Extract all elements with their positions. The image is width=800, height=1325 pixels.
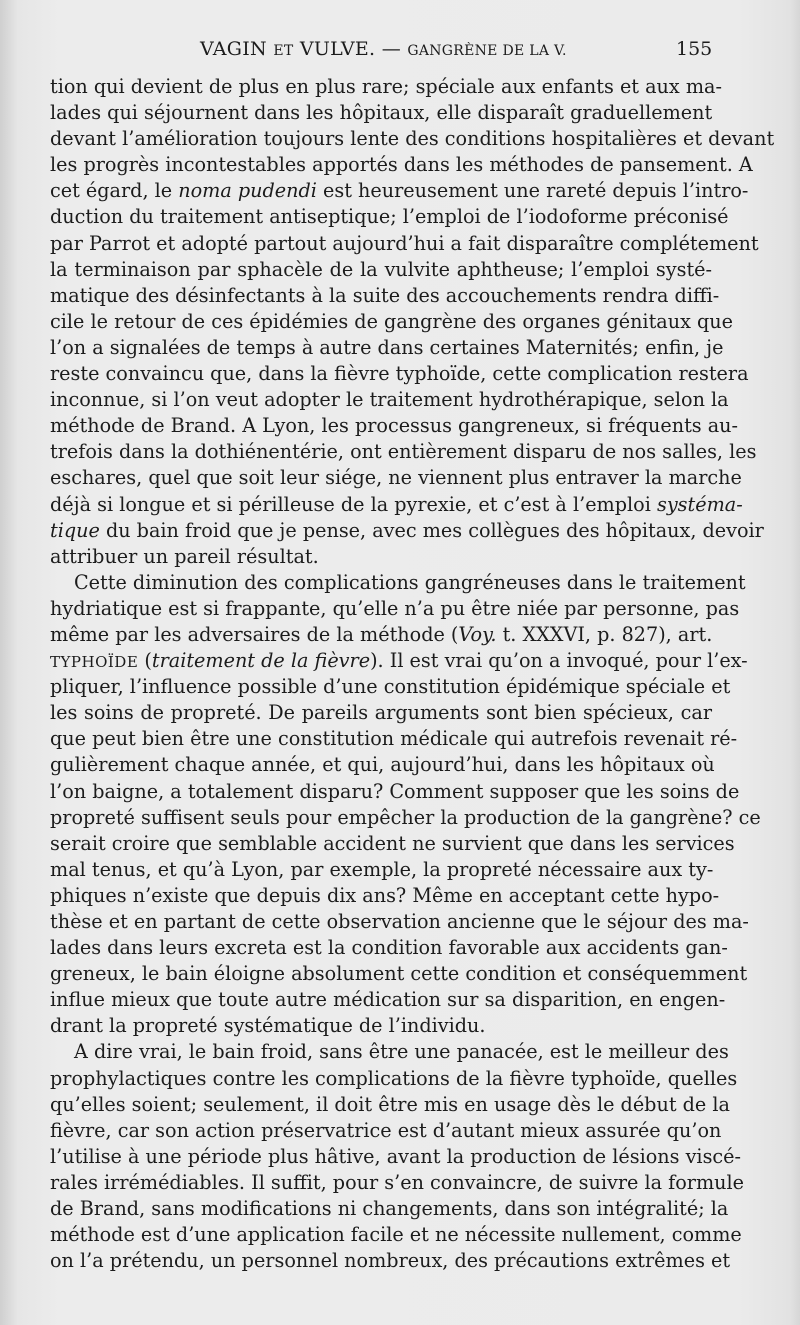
text-line: Cette diminution des complications gangréneuses dans le traitement <box>74 570 746 594</box>
text-line: influe mieux que toute autre médication sur sa disparition, en engen- <box>50 988 726 1012</box>
page-number: 155 <box>676 38 713 60</box>
text-line: l’on baigne, a totalement disparu? Comment supposer que les soins de <box>50 779 740 803</box>
text-line: phiques n’existe que depuis dix ans? Même en acceptant cette hypo- <box>50 883 720 907</box>
text-line: reste convaincu que, dans la fièvre typhoïde, cette complication restera <box>50 362 749 386</box>
text-line: greneux, le bain éloigne absolument cette condition et conséquemment <box>50 962 748 986</box>
text-line: lades qui séjournent dans les hôpitaux, elle disparaît graduellement <box>50 101 713 125</box>
text-line: TYPHOÏDE (traitement de la fièvre). Il est vrai qu’on a invoqué, pour l’ex- <box>50 649 748 673</box>
text-line: prophylactiques contre les complications de la fièvre typhoïde, quelles <box>50 1066 738 1090</box>
text-line: l’utilise à une période plus hâtive, avant la production de lésions viscé- <box>50 1144 742 1168</box>
text-line: duction du traitement antiseptique; l’emploi de l’iodoforme préconisé <box>50 205 729 229</box>
running-title <box>200 38 567 60</box>
text-line: serait croire que semblable accident ne survient que dans les services <box>50 831 735 855</box>
text-line: qu’elles soient; seulement, il doit être mis en usage dès le début de la <box>50 1092 730 1116</box>
text-line: fièvre, car son action préservatrice est d’autant mieux assurée qu’on <box>50 1118 722 1142</box>
running-title-part3: GANGRÈNE DE LA V. <box>407 43 567 59</box>
body-text <box>50 74 775 1274</box>
text-line: eschares, quel que soit leur siége, ne viennent plus entraver la marche <box>50 466 742 490</box>
text-line: matique des désinfectants à la suite des accouchements rendra diffi- <box>50 283 720 307</box>
running-title-et: ET <box>273 43 294 59</box>
running-head <box>0 38 800 68</box>
text-line: lades dans leurs excreta est la condition favorable aux accidents gan- <box>50 936 728 960</box>
text-line: de Brand, sans modifications ni changements, dans son intégralité; la <box>50 1197 729 1221</box>
text-line: attribuer un pareil résultat. <box>50 544 319 568</box>
text-line: l’on a signalées de temps à autre dans certaines Maternités; enfin, je <box>50 335 724 359</box>
text-line: inconnue, si l’on veut adopter le traitement hydrothérapique, selon la <box>50 388 729 412</box>
paragraph-2 <box>50 570 761 1040</box>
text-line: mal tenus, et qu’à Lyon, par exemple, la propreté nécessaire aux ty- <box>50 857 714 881</box>
running-title-part1: VAGIN <box>200 38 267 60</box>
text-line: cile le retour de ces épidémies de gangrène des organes génitaux que <box>50 309 733 333</box>
paragraph-1 <box>50 74 775 570</box>
text-line: tion qui devient de plus en plus rare; spéciale aux enfants et aux ma- <box>50 75 722 98</box>
text-line: que peut bien être une constitution médicale qui autrefois revenait ré- <box>50 727 738 751</box>
text-line: déjà si longue et si périlleuse de la pyrexie, et c’est à l’emploi systéma- <box>50 492 743 516</box>
text-line: thèse et en partant de cette observation ancienne que le séjour des ma- <box>50 910 749 933</box>
text-line: par Parrot et adopté partout aujourd’hui a fait disparaître complétement <box>50 231 759 255</box>
running-title-part2: VULVE. — <box>299 38 401 60</box>
text-line: tique du bain froid que je pense, avec mes collègues des hôpitaux, devoir <box>50 518 764 542</box>
text-line: la terminaison par sphacèle de la vulvite aphtheuse; l’emploi systé- <box>50 257 712 281</box>
text-line: les soins de propreté. De pareils arguments sont bien spécieux, car <box>50 701 712 725</box>
text-line: gulièrement chaque année, et qui, aujourd’hui, dans les hôpitaux où <box>50 753 715 777</box>
text-line: propreté suffisent seuls pour empêcher la production de la gangrène? ce <box>50 805 761 829</box>
text-line: drant la propreté systématique de l’individu. <box>50 1014 486 1038</box>
text-line: devant l’amélioration toujours lente des conditions hospitalières et devant <box>50 127 775 151</box>
paragraph-3 <box>50 1039 745 1274</box>
text-line: on l’a prétendu, un personnel nombreux, des précautions extrêmes et <box>50 1249 731 1273</box>
text-line: A dire vrai, le bain froid, sans être une panacée, est le meilleur des <box>74 1040 729 1064</box>
text-line: hydriatique est si frappante, qu’elle n’a pu être niée par personne, pas <box>50 596 740 620</box>
text-line: méthode est d’une application facile et ne nécessite nullement, comme <box>50 1223 742 1247</box>
text-line: trefois dans la dothiénentérie, ont entièrement disparu de nos salles, les <box>50 440 757 464</box>
text-line: cet égard, le noma pudendi est heureusement une rareté depuis l’intro- <box>50 179 749 203</box>
text-line: pliquer, l’influence possible d’une constitution épidémique spéciale et <box>50 675 731 699</box>
text-line: les progrès incontestables apportés dans les méthodes de pansement. A <box>50 153 753 177</box>
text-line: rales irrémédiables. Il suffit, pour s’en convaincre, de suivre la formule <box>50 1170 745 1194</box>
text-line: même par les adversaires de la méthode (Voy. t. XXXVI, p. 827), art. <box>50 622 713 646</box>
text-line: méthode de Brand. A Lyon, les processus gangreneux, si fréquents au- <box>50 414 739 438</box>
